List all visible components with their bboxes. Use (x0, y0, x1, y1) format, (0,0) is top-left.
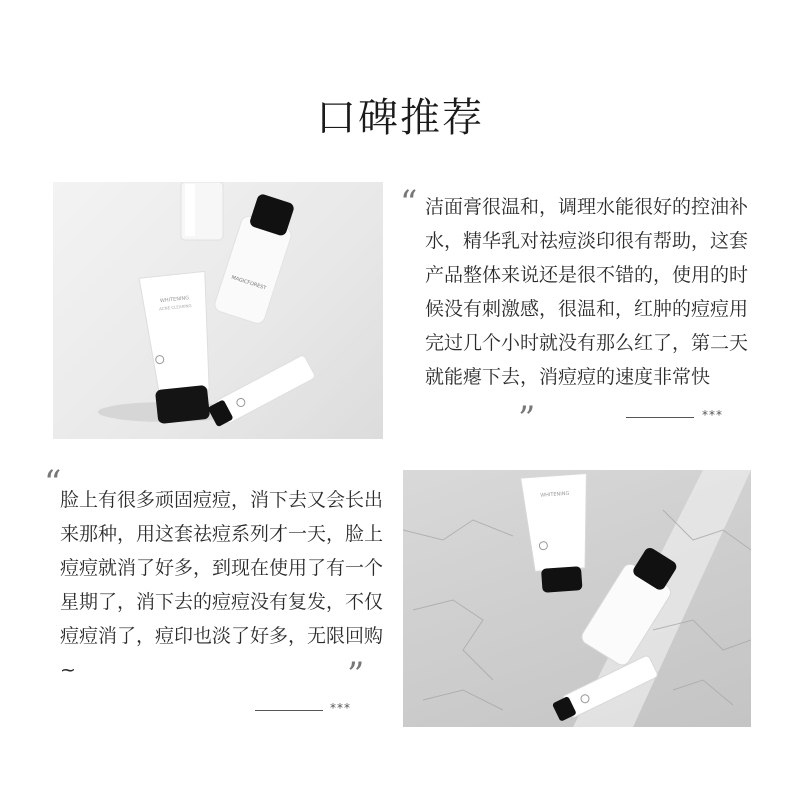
svg-text:WHITENING: WHITENING (540, 490, 570, 499)
svg-text:ACNE CLEARING: ACNE CLEARING (158, 302, 192, 312)
page-title: 口碑推荐 (316, 95, 484, 141)
signature-line (626, 417, 694, 418)
review-text-2: 脸上有很多顽固痘痘，消下去又会长出来那种，用这套祛痘系列才一天，脸上痘痘就消了好多，到现在使用了有一个星期了，消下去的痘痘没有复发，不仅痘痘消了，痘印也淡了好多，无限回购~ (60, 489, 384, 681)
review-author-2: *** (330, 701, 351, 715)
signature-line (255, 710, 323, 711)
close-quote-icon: ” (518, 399, 536, 439)
open-quote-icon: “ (44, 463, 62, 503)
svg-text:MAGICFOREST: MAGICFOREST (230, 274, 267, 292)
review-text-1: 洁面膏很温和，调理水能很好的控油补水，精华乳对祛痘淡印很有帮助，这套产品整体来说还是很不错的，使用的时候没有刺激感，很温和，红肿的痘痘用完过几个小时就没有那么红了，第二天就能瘪下去，消痘痘的速度非常快 (425, 196, 749, 388)
svg-text:WHITENING: WHITENING (159, 295, 190, 305)
open-quote-icon: “ (400, 183, 418, 223)
close-quote-icon: ” (347, 655, 365, 695)
review-author-1: *** (702, 408, 723, 422)
product-photo-2 (403, 470, 751, 727)
product-photo-1 (53, 182, 383, 439)
